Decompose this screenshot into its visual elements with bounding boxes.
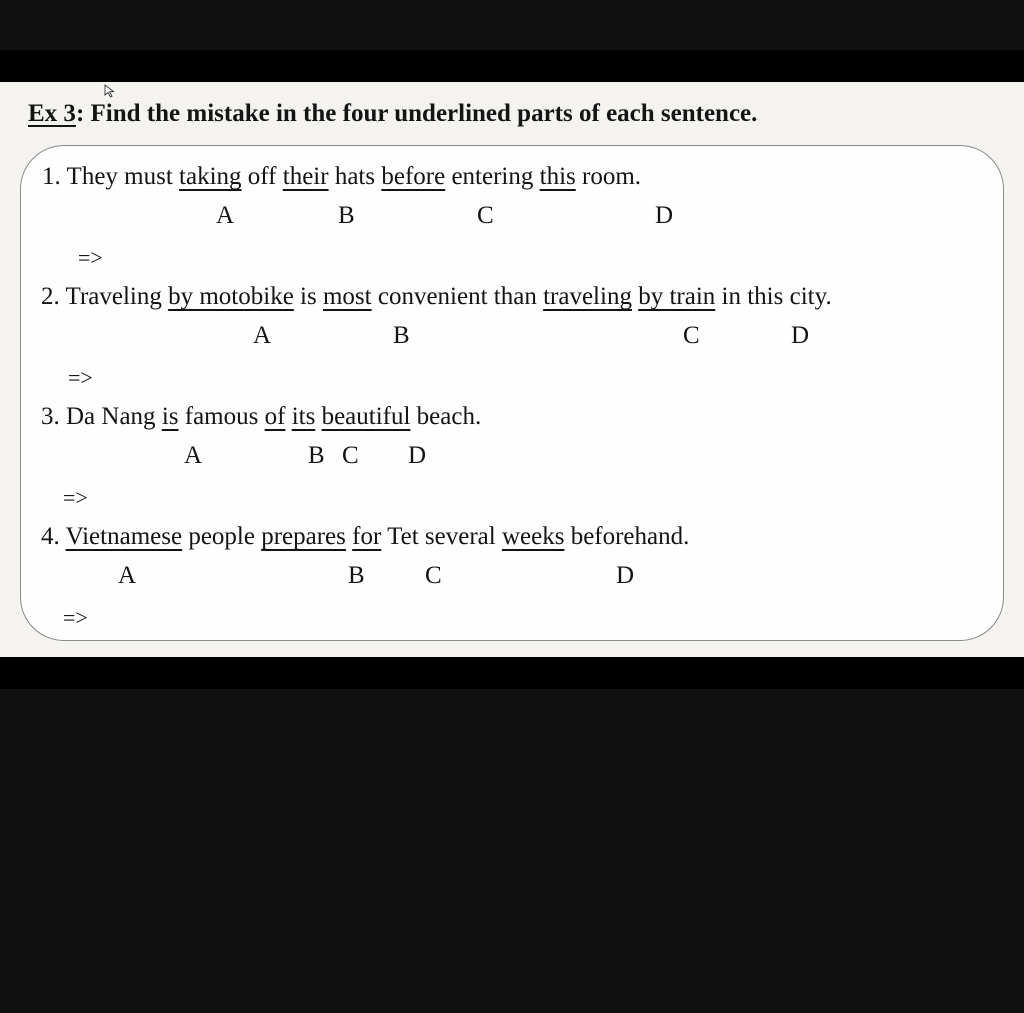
option-label-a: A <box>184 442 203 469</box>
option-label-a: A <box>253 322 272 349</box>
option-label-d: D <box>655 202 674 229</box>
question-3-sentence <box>41 403 481 431</box>
questions-box <box>20 145 1004 641</box>
underlined-part-d: beautiful <box>321 403 411 430</box>
underlined-part-d: weeks <box>501 523 565 550</box>
option-label-b: B <box>393 322 410 349</box>
sentence-text: entering <box>445 163 540 190</box>
option-label-c: C <box>342 442 359 469</box>
answer-prompt: => <box>63 605 88 630</box>
sentence-text: famous <box>178 403 265 430</box>
exercise-title <box>28 100 757 128</box>
option-label-d: D <box>791 322 810 349</box>
option-label-c: C <box>477 202 494 229</box>
option-label-b: B <box>308 442 325 469</box>
option-label-b: B <box>338 202 355 229</box>
underlined-part-a: taking <box>179 163 242 190</box>
underlined-part-b: their <box>282 163 329 190</box>
sentence-text: convenient than <box>371 283 544 310</box>
sentence-text: 3. Da Nang <box>41 403 162 430</box>
exercise-instruction: : Find the mistake in the four underlined parts of each sentence. <box>75 100 758 127</box>
question-1-sentence <box>42 163 641 191</box>
underlined-part-c: for <box>352 523 382 550</box>
option-label-a: A <box>118 562 137 589</box>
sentence-text: room. <box>575 163 642 190</box>
question-2-sentence <box>41 283 832 311</box>
mouse-pointer-icon <box>104 84 116 98</box>
underlined-part-d: by train <box>638 283 716 310</box>
sentence-text: hats <box>328 163 382 190</box>
sentence-text: 4. <box>41 523 66 550</box>
sentence-text: in this city. <box>715 283 832 310</box>
bottom-black-bar <box>0 657 1024 689</box>
top-black-bar <box>0 50 1024 82</box>
sentence-text: 2. Traveling <box>41 283 169 310</box>
option-label-c: C <box>683 322 700 349</box>
answer-prompt: => <box>78 245 103 270</box>
answer-prompt: => <box>63 485 88 510</box>
underlined-part-c: before <box>381 163 446 190</box>
option-label-a: A <box>216 202 235 229</box>
option-label-d: D <box>616 562 635 589</box>
option-label-c: C <box>425 562 442 589</box>
sentence-text: off <box>241 163 283 190</box>
sentence-text: beach. <box>410 403 482 430</box>
underlined-part-b: of <box>264 403 286 430</box>
underlined-part-a: is <box>161 403 179 430</box>
underlined-part-a: Vietnamese <box>65 523 183 550</box>
underlined-part-b: prepares <box>261 523 346 550</box>
underlined-part-a: by motobike <box>168 283 294 310</box>
sentence-text: is <box>293 283 323 310</box>
sentence-text: Tet several <box>381 523 502 550</box>
underlined-part-d: this <box>539 163 576 190</box>
sentence-text: people <box>182 523 262 550</box>
underlined-part-b: most <box>322 283 372 310</box>
underlined-part-c: traveling <box>543 283 632 310</box>
option-label-d: D <box>408 442 427 469</box>
option-label-b: B <box>348 562 365 589</box>
answer-prompt: => <box>68 365 93 390</box>
exercise-label: Ex 3 <box>28 100 76 127</box>
sentence-text: beforehand. <box>564 523 690 550</box>
sentence-text: 1. They must <box>42 163 180 190</box>
underlined-part-c: its <box>291 403 316 430</box>
question-4-sentence <box>41 523 689 551</box>
